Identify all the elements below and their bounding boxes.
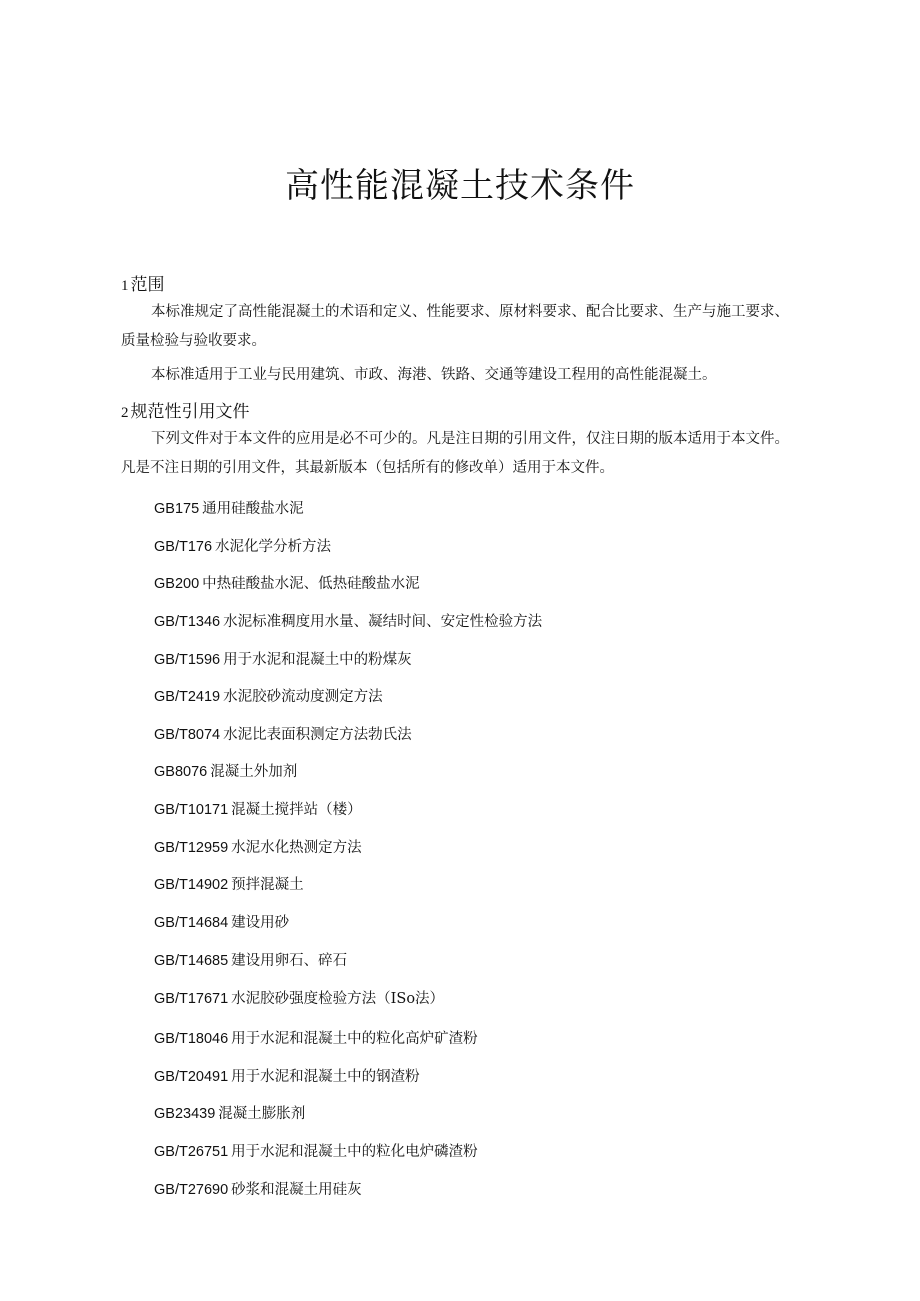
reference-code: GB/T176 xyxy=(154,539,213,555)
reference-code: GB/T14902 xyxy=(154,877,229,893)
scope-paragraph-1: 本标准规定了高性能混凝土的术语和定义、性能要求、原材料要求、配合比要求、生产与施工要求、质量检验与验收要求。 xyxy=(121,304,789,349)
reference-title: 水泥胶砂流动度测定方法 xyxy=(223,689,383,705)
reference-code: GB/T18046 xyxy=(154,1031,229,1047)
reference-title: 中热硅酸盐水泥、低热硅酸盐水泥 xyxy=(202,576,420,592)
reference-code: GB/T27690 xyxy=(154,1182,229,1198)
reference-code: GB/T14685 xyxy=(154,953,229,969)
reference-title: 水泥水化热测定方法 xyxy=(231,840,362,856)
reference-title: 混凝土膨胀剂 xyxy=(218,1106,306,1122)
reference-item xyxy=(154,572,420,593)
reference-item xyxy=(154,873,304,894)
reference-code: GB8076 xyxy=(154,764,208,780)
reference-item xyxy=(154,798,362,819)
reference-item xyxy=(154,648,412,669)
reference-item xyxy=(154,987,444,1008)
reference-code: GB/T26751 xyxy=(154,1144,229,1160)
reference-item xyxy=(154,497,304,518)
reference-item xyxy=(154,1178,362,1199)
reference-title: 用于水泥和混凝土中的钢渣粉 xyxy=(231,1069,420,1085)
reference-item xyxy=(154,685,383,706)
reference-title: 用于水泥和混凝土中的粉煤灰 xyxy=(223,652,412,668)
reference-title: 用于水泥和混凝土中的粒化电炉磷渣粉 xyxy=(231,1144,478,1160)
reference-item xyxy=(154,1027,478,1048)
section-heading-text: 规范性引用文件 xyxy=(130,402,250,422)
reference-title: 混凝土搅拌站（楼） xyxy=(231,802,362,818)
section-heading-normative-references xyxy=(121,397,250,422)
reference-code: GB/T2419 xyxy=(154,689,221,705)
reference-title: 水泥化学分析方法 xyxy=(215,539,332,555)
reference-title: 水泥比表面积测定方法勃氏法 xyxy=(223,727,412,743)
reference-code: GB23439 xyxy=(154,1106,216,1122)
reference-title: 建设用卵石、碎石 xyxy=(231,953,348,969)
reference-code: GB/T14684 xyxy=(154,915,229,931)
reference-item xyxy=(154,949,347,970)
reference-code: GB/T10171 xyxy=(154,802,229,818)
document-title: 高性能混凝土技术条件 xyxy=(285,166,635,206)
reference-title: 用于水泥和混凝土中的粒化高炉矿渣粉 xyxy=(231,1031,478,1047)
section-heading-scope xyxy=(121,270,165,295)
reference-code: GB/T1346 xyxy=(154,614,221,630)
reference-code: GB/T17671 xyxy=(154,991,229,1007)
reference-code: GB/T12959 xyxy=(154,840,229,856)
reference-code: GB175 xyxy=(154,501,200,517)
reference-item xyxy=(154,760,297,781)
reference-title: 水泥标准稠度用水量、凝结时间、安定性检验方法 xyxy=(223,614,543,630)
reference-title: 混凝土外加剂 xyxy=(210,764,298,780)
reference-title: 水泥胶砂强度检验方法（ISo法） xyxy=(231,991,445,1007)
section-number: 1 xyxy=(121,278,129,294)
reference-title: 预拌混凝土 xyxy=(231,877,304,893)
references-intro-paragraph: 下列文件对于本文件的应用是必不可少的。凡是注日期的引用文件，仅注日期的版本适用于本文件。凡是不注日期的引用文件，其最新版本（包括所有的修改单）适用于本文件。 xyxy=(121,431,789,476)
reference-item xyxy=(154,1065,420,1086)
reference-title: 建设用砂 xyxy=(231,915,290,931)
reference-item xyxy=(154,911,289,932)
reference-title: 砂浆和混凝土用硅灰 xyxy=(231,1182,362,1198)
reference-code: GB200 xyxy=(154,576,200,592)
reference-title: 通用硅酸盐水泥 xyxy=(202,501,304,517)
reference-code: GB/T1596 xyxy=(154,652,221,668)
reference-item xyxy=(154,610,542,631)
reference-item xyxy=(154,723,412,744)
reference-item xyxy=(154,1102,305,1123)
section-heading-text: 范围 xyxy=(130,275,165,295)
scope-paragraph-2: 本标准适用于工业与民用建筑、市政、海港、铁路、交通等建设工程用的高性能混凝土。 xyxy=(151,367,717,383)
reference-code: GB/T20491 xyxy=(154,1069,229,1085)
reference-item xyxy=(154,836,362,857)
reference-item xyxy=(154,535,331,556)
section-number: 2 xyxy=(121,405,129,421)
reference-item xyxy=(154,1140,478,1161)
reference-code: GB/T8074 xyxy=(154,727,221,743)
